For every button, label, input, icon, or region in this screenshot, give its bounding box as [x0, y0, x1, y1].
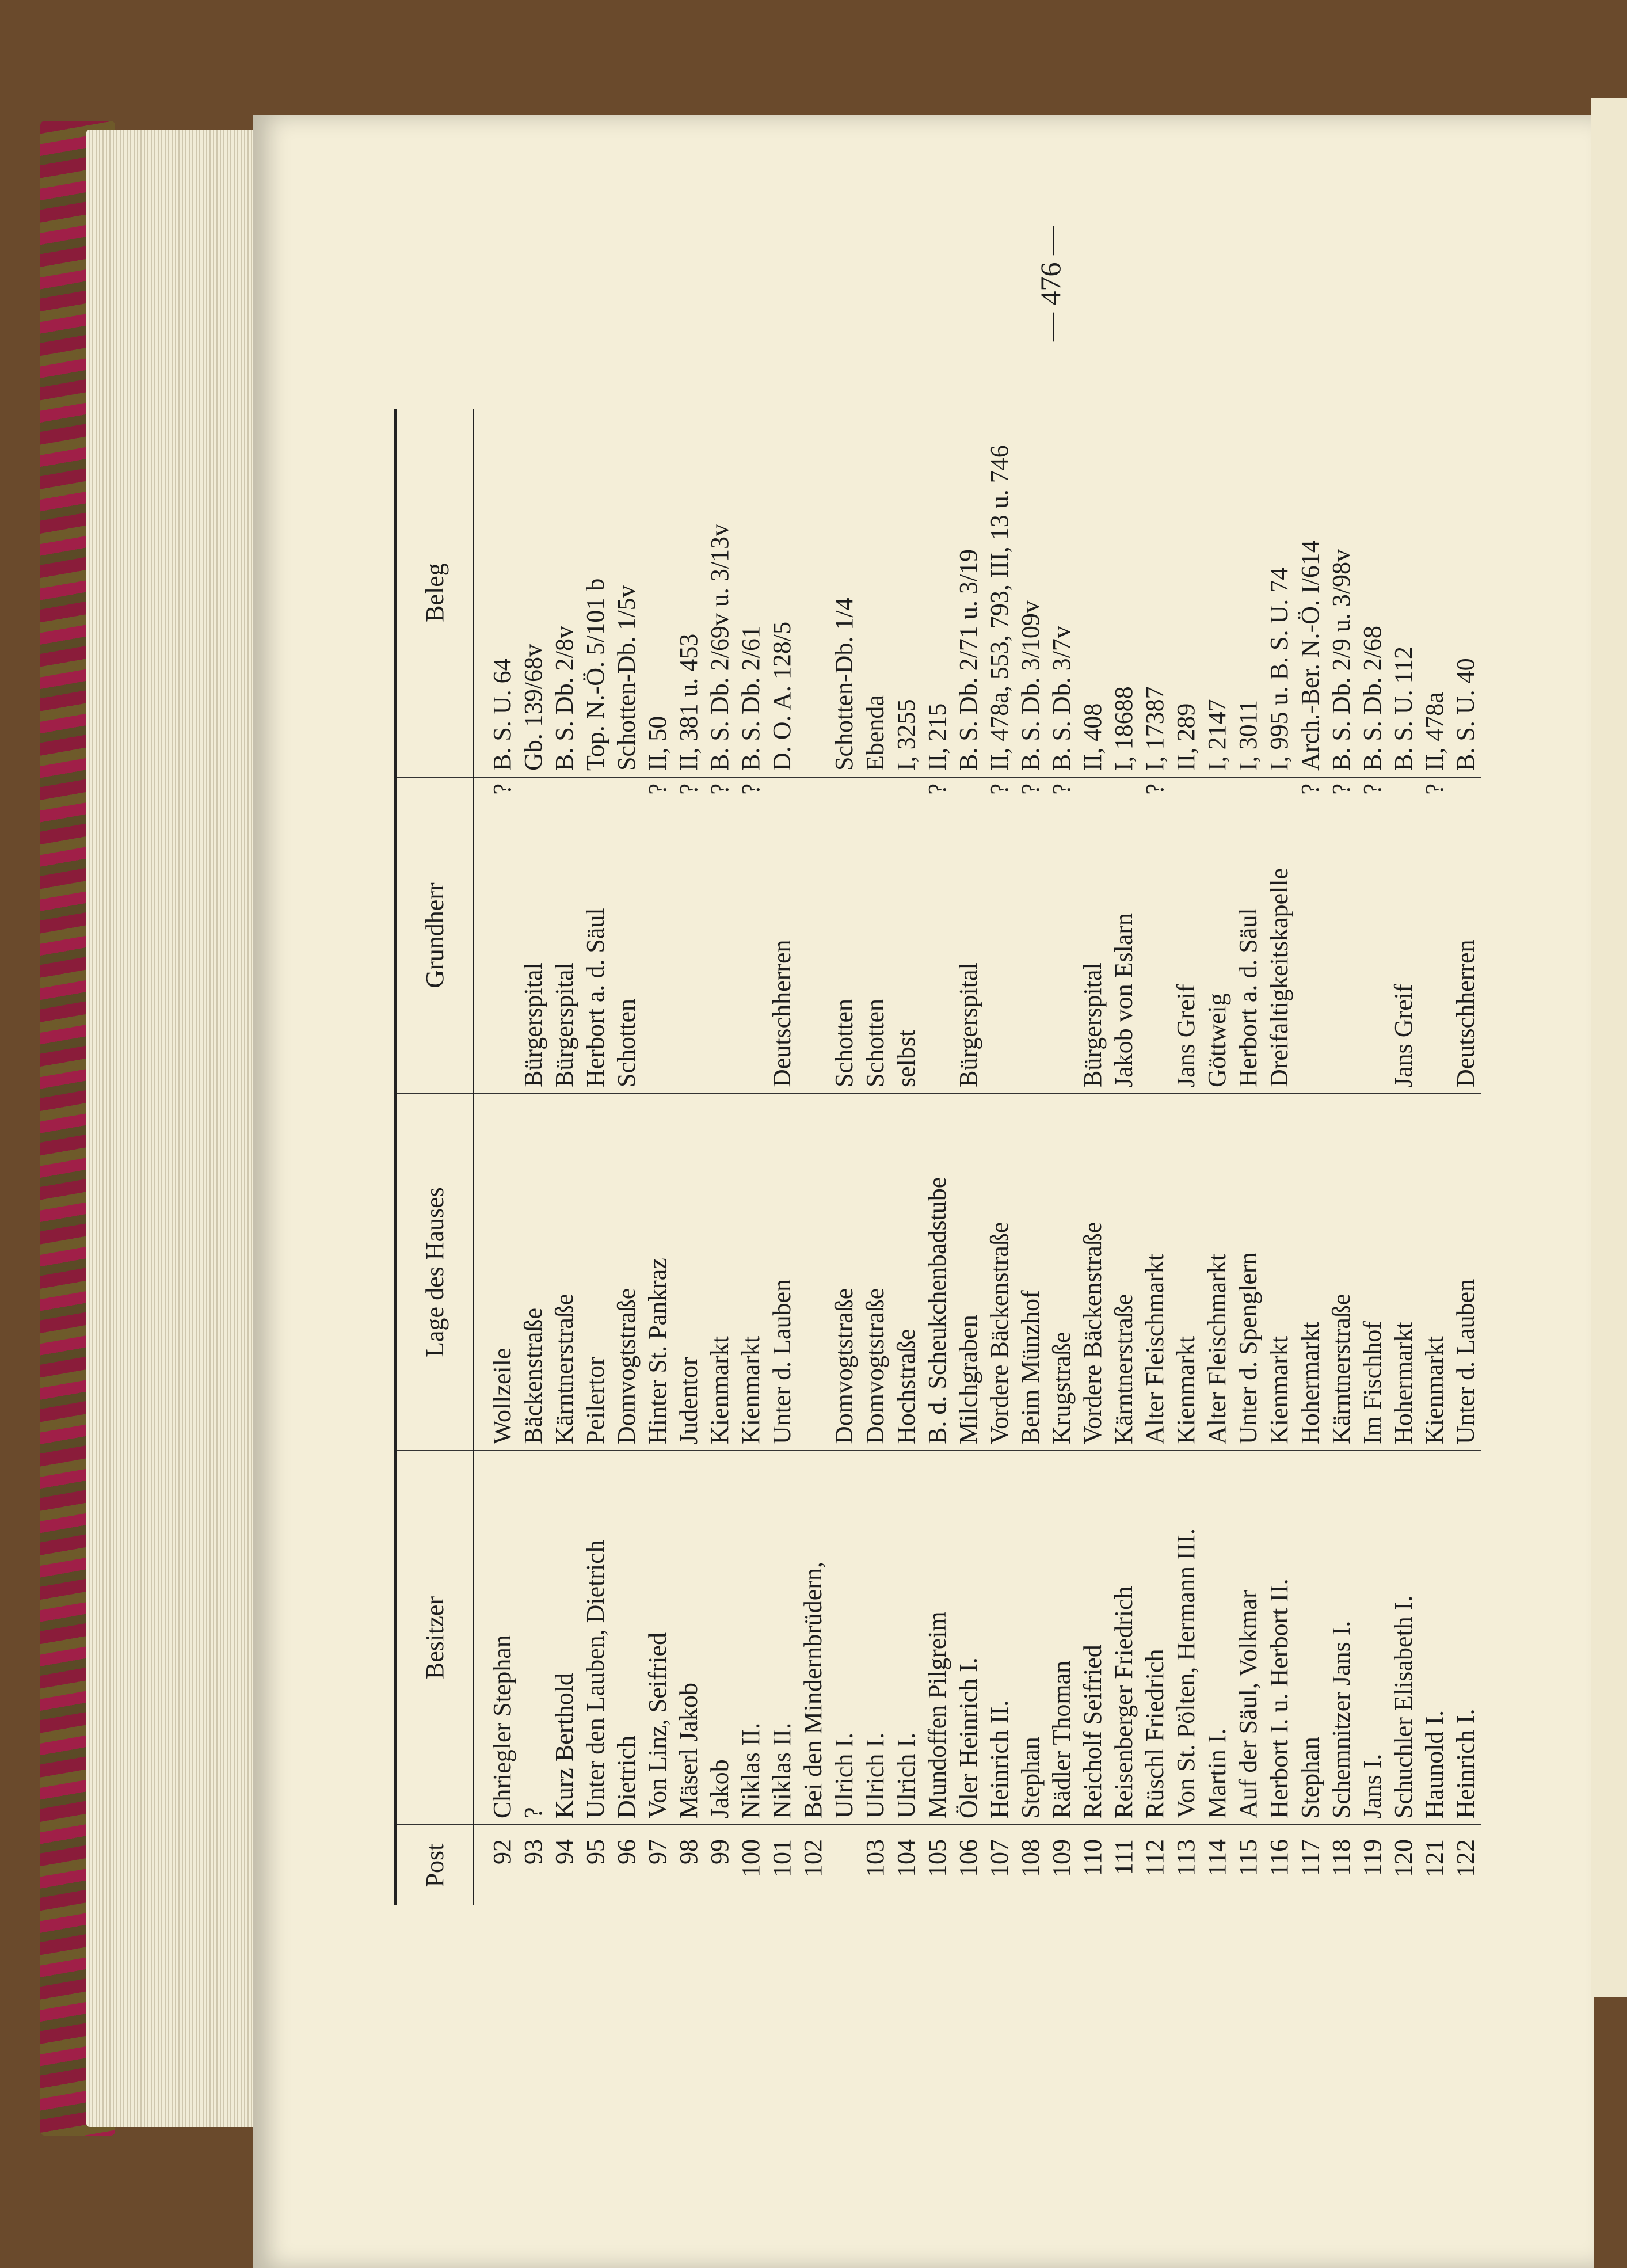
grundherr-cell	[1419, 777, 1450, 1094]
lage-cell: Kienmarkt	[704, 1094, 736, 1451]
header-grundherr: Grundherr	[395, 777, 474, 1094]
grundherr-text: Bürgerspital	[550, 962, 578, 1087]
post-cell: 97	[643, 1839, 672, 1864]
table-row	[704, 409, 736, 1905]
grundherr-cell	[1450, 777, 1481, 1094]
besitzer-cell: Niklas II.	[736, 1451, 767, 1825]
table-row	[1450, 409, 1481, 1905]
rotated-table-wrapper	[394, 409, 1480, 1905]
post-cell	[829, 1825, 860, 1905]
table-row	[611, 409, 642, 1905]
page-stack-edges	[86, 130, 265, 2127]
table-row	[642, 409, 673, 1905]
post-cell: 119	[1358, 1839, 1386, 1877]
post-cell: 121	[1420, 1839, 1449, 1877]
besitzer-cell: Ulrich I.	[860, 1451, 891, 1825]
lage-cell: Kienmarkt	[1419, 1094, 1450, 1451]
besitzer-cell: Mundoffen Pilgreim	[922, 1451, 953, 1825]
table-row	[673, 409, 704, 1905]
grundherr-cell	[860, 777, 891, 1094]
table-row	[1077, 409, 1108, 1905]
post-cell: 117	[1296, 1839, 1324, 1877]
lage-cell: Krugstraße	[1046, 1094, 1077, 1451]
post-cell: 105	[923, 1839, 951, 1877]
table-body	[474, 409, 1482, 1905]
unknown-mark: ?	[643, 783, 672, 795]
table-row	[1046, 409, 1077, 1905]
post-cell: 116	[1265, 1839, 1293, 1877]
grundherr-cell	[1295, 777, 1326, 1094]
lage-cell: Unter d. Lauben	[1450, 1094, 1481, 1451]
beleg-cell: B. S. U. 112	[1388, 409, 1419, 777]
unknown-mark: ?	[985, 783, 1013, 795]
grundherr-text: Jakob von Eslarn	[1110, 912, 1138, 1087]
unknown-mark: ?	[1327, 783, 1355, 795]
lage-cell: Vordere Bäckenstraße	[1077, 1094, 1108, 1451]
lage-cell: Alter Fleischmarkt	[1202, 1094, 1233, 1451]
table-row	[1419, 409, 1450, 1905]
beleg-cell	[798, 409, 829, 777]
grundherr-cell	[829, 777, 860, 1094]
grundherr-cell	[1140, 777, 1171, 1094]
beleg-cell: II, 381 u. 453	[673, 409, 704, 777]
table-row	[736, 409, 767, 1905]
beleg-cell: II, 289	[1171, 409, 1202, 777]
table-row	[1015, 409, 1046, 1905]
besitzer-cell: Haunold I.	[1419, 1451, 1450, 1825]
table-row	[1202, 409, 1233, 1905]
grundherr-cell	[1046, 777, 1077, 1094]
besitzer-cell: Reicholf Seifried	[1077, 1451, 1108, 1825]
table-row	[891, 409, 922, 1905]
grundherr-cell	[1015, 777, 1046, 1094]
besitzer-cell: Ulrich I.	[891, 1451, 922, 1825]
ownership-table	[394, 409, 1481, 1905]
grundherr-text: Bürgerspital	[954, 962, 982, 1087]
lage-cell: Vordere Bäckenstraße	[984, 1094, 1015, 1451]
grundherr-cell	[767, 777, 798, 1094]
unknown-mark: ?	[1296, 783, 1324, 795]
besitzer-cell: Herbort I. u. Herbort II.	[1264, 1451, 1295, 1825]
lage-cell: Bäckenstraße	[518, 1094, 549, 1451]
post-cell: 118	[1327, 1839, 1355, 1877]
unknown-mark: ?	[1141, 783, 1169, 795]
table-row	[1108, 409, 1140, 1905]
beleg-cell: B. S. Db. 2/9 u. 3/98v	[1326, 409, 1357, 777]
besitzer-cell: Stephan	[1015, 1451, 1046, 1825]
lage-cell: Kärntnerstraße	[1326, 1094, 1357, 1451]
besitzer-cell: Martin I.	[1202, 1451, 1233, 1825]
post-cell: 93	[519, 1839, 547, 1864]
beleg-cell: B. S. Db. 2/8v	[549, 409, 580, 777]
post-cell: 92	[488, 1839, 516, 1864]
grundherr-cell	[611, 777, 642, 1094]
besitzer-cell: Rüschl Friedrich	[1140, 1451, 1171, 1825]
beleg-cell: I, 995 u. B. S. U. 74	[1264, 409, 1295, 777]
grundherr-cell	[1202, 777, 1233, 1094]
beleg-cell: B. S. Db. 2/71 u. 3/19	[953, 409, 984, 777]
lage-cell: Domvogtstraße	[611, 1094, 642, 1451]
grundherr-cell	[1171, 777, 1202, 1094]
table-row	[984, 409, 1015, 1905]
besitzer-cell: Bei den Mindernbrüdern,	[798, 1451, 829, 1825]
post-cell: 107	[985, 1839, 1013, 1877]
grundherr-text: Herbort a. d. Säul	[1234, 908, 1262, 1087]
beleg-cell: B. S. Db. 2/61	[736, 409, 767, 777]
grundherr-text: Deutschherren	[768, 939, 796, 1087]
unknown-mark: ?	[737, 783, 765, 795]
lage-cell	[798, 1094, 829, 1451]
next-page-edge	[1591, 98, 1627, 1997]
unknown-mark: ?	[1047, 783, 1076, 795]
besitzer-cell: Heinrich I.	[1450, 1451, 1481, 1825]
lage-cell: Kärntnerstraße	[1108, 1094, 1140, 1451]
beleg-cell: Arch.-Ber. N.-Ö. I/614	[1295, 409, 1326, 777]
grundherr-cell	[580, 777, 611, 1094]
post-cell: 108	[1016, 1839, 1045, 1877]
post-cell: 112	[1141, 1839, 1169, 1877]
beleg-cell: I, 2147	[1202, 409, 1233, 777]
besitzer-cell: Stephan	[1295, 1451, 1326, 1825]
grundherr-cell	[474, 777, 519, 1094]
grundherr-text: Jans Greif	[1172, 984, 1200, 1087]
post-cell: 109	[1047, 1839, 1076, 1877]
grundherr-cell	[922, 777, 953, 1094]
beleg-cell: B. S. Db. 2/68	[1357, 409, 1388, 777]
beleg-cell: Schotten-Db. 1/5v	[611, 409, 642, 777]
lage-cell: Kienmarkt	[736, 1094, 767, 1451]
besitzer-cell: Niklas II.	[767, 1451, 798, 1825]
post-cell: 102	[799, 1839, 827, 1877]
lage-cell: Unter d. Lauben	[767, 1094, 798, 1451]
lage-cell: Peilertor	[580, 1094, 611, 1451]
header-besitzer: Besitzer	[395, 1451, 474, 1825]
lage-cell: Judentor	[673, 1094, 704, 1451]
post-cell: 120	[1389, 1839, 1418, 1877]
lage-cell: Hohermarkt	[1295, 1094, 1326, 1451]
grundherr-cell	[642, 777, 673, 1094]
lage-cell: Hochstraße	[891, 1094, 922, 1451]
post-cell: 100	[737, 1839, 765, 1877]
lage-cell: Domvogtstraße	[860, 1094, 891, 1451]
beleg-cell: I, 3255	[891, 409, 922, 777]
besitzer-cell: ?	[518, 1451, 549, 1825]
unknown-mark: ?	[488, 783, 516, 795]
post-cell: 94	[550, 1839, 578, 1864]
besitzer-cell: Von St. Pölten, Hermann III.	[1171, 1451, 1202, 1825]
grundherr-cell	[891, 777, 922, 1094]
beleg-cell: II, 478a, 553, 793, III, 13 u. 746	[984, 409, 1015, 777]
unknown-mark: ?	[923, 783, 951, 795]
table-row	[1140, 409, 1171, 1905]
lage-cell: Kienmarkt	[1171, 1094, 1202, 1451]
lage-cell: Kienmarkt	[1264, 1094, 1295, 1451]
lage-cell: Milchgraben	[953, 1094, 984, 1451]
grundherr-cell	[953, 777, 984, 1094]
beleg-cell: I, 18688	[1108, 409, 1140, 777]
grundherr-text: Deutschherren	[1451, 939, 1480, 1087]
grundherr-text: Bürgerspital	[519, 962, 547, 1087]
besitzer-cell: Mäserl Jakob	[673, 1451, 704, 1825]
grundherr-text: selbst	[892, 1029, 920, 1087]
besitzer-cell: Chriegler Stephan	[474, 1451, 519, 1825]
besitzer-cell: Unter den Lauben, Dietrich	[580, 1451, 611, 1825]
beleg-cell: I, 3011	[1233, 409, 1264, 777]
table-row	[549, 409, 580, 1905]
beleg-cell: B. S. U. 40	[1450, 409, 1481, 777]
post-cell: 115	[1234, 1839, 1262, 1877]
table-row	[1233, 409, 1264, 1905]
lage-cell: B. d. Scheukchenbadstube	[922, 1094, 953, 1451]
grundherr-cell	[984, 777, 1015, 1094]
beleg-cell: D. O. A. 128/5	[767, 409, 798, 777]
besitzer-cell: Reisenberger Friedrich	[1108, 1451, 1140, 1825]
table-row	[1295, 409, 1326, 1905]
table-row	[860, 409, 891, 1905]
besitzer-cell: Kurz Berthold	[549, 1451, 580, 1825]
grundherr-cell	[549, 777, 580, 1094]
beleg-cell: II, 50	[642, 409, 673, 777]
grundherr-text: Schotten	[612, 999, 641, 1087]
lage-cell: Wollzeile	[474, 1094, 519, 1451]
grundherr-text: Göttweig	[1203, 993, 1231, 1087]
beleg-cell: I, 17387	[1140, 409, 1171, 777]
post-cell: 113	[1172, 1839, 1200, 1877]
unknown-mark: ?	[1358, 783, 1386, 795]
lage-cell: Beim Münzhof	[1015, 1094, 1046, 1451]
lage-cell: Hinter St. Pankraz	[642, 1094, 673, 1451]
lage-cell: Unter d. Spenglern	[1233, 1094, 1264, 1451]
table-row	[1357, 409, 1388, 1905]
post-cell: 96	[612, 1839, 641, 1864]
post-cell: 103	[861, 1839, 889, 1877]
table-row	[1264, 409, 1295, 1905]
post-cell: 99	[706, 1839, 734, 1864]
grundherr-text: Bürgerspital	[1079, 962, 1107, 1087]
grundherr-cell	[798, 777, 829, 1094]
besitzer-cell: Von Linz, Seifried	[642, 1451, 673, 1825]
unknown-mark: ?	[706, 783, 734, 795]
lage-cell: Kärntnerstraße	[549, 1094, 580, 1451]
header-lage: Lage des Hauses	[395, 1094, 474, 1451]
grundherr-cell	[1326, 777, 1357, 1094]
besitzer-cell: Schemnitzer Jans I.	[1326, 1451, 1357, 1825]
besitzer-cell: Auf der Säul, Volkmar	[1233, 1451, 1264, 1825]
post-cell: 98	[675, 1839, 703, 1864]
grundherr-cell	[518, 777, 549, 1094]
unknown-mark: ?	[1016, 783, 1045, 795]
besitzer-cell: Öler Heinrich I.	[953, 1451, 984, 1825]
table-row	[953, 409, 984, 1905]
grundherr-cell	[736, 777, 767, 1094]
besitzer-cell: Dietrich	[611, 1451, 642, 1825]
post-cell: 95	[581, 1839, 609, 1864]
table-row	[474, 409, 519, 1905]
lage-cell: Hohermarkt	[1388, 1094, 1419, 1451]
grundherr-text: Schotten	[830, 999, 858, 1087]
grundherr-cell	[1108, 777, 1140, 1094]
page-number: — 476 —	[1034, 226, 1066, 341]
besitzer-cell: Heinrich II.	[984, 1451, 1015, 1825]
header-beleg: Beleg	[395, 409, 474, 777]
beleg-cell: II, 478a	[1419, 409, 1450, 777]
post-cell: 101	[768, 1839, 796, 1877]
beleg-cell: B. S. Db. 3/7v	[1046, 409, 1077, 777]
beleg-cell: Ebenda	[860, 409, 891, 777]
table-row	[1388, 409, 1419, 1905]
beleg-cell: B. S. U. 64	[474, 409, 519, 777]
besitzer-cell: Rädler Thoman	[1046, 1451, 1077, 1825]
grundherr-text: Herbort a. d. Säul	[581, 908, 609, 1087]
table-row	[1326, 409, 1357, 1905]
table-row	[798, 409, 829, 1905]
unknown-mark: ?	[1420, 783, 1449, 795]
post-cell: 104	[892, 1839, 920, 1877]
besitzer-cell: Schuchler Elisabeth I.	[1388, 1451, 1419, 1825]
post-cell: 114	[1203, 1839, 1231, 1877]
beleg-cell: II, 215	[922, 409, 953, 777]
lage-cell: Domvogtstraße	[829, 1094, 860, 1451]
grundherr-cell	[1388, 777, 1419, 1094]
beleg-cell: B. S. Db. 3/109v	[1015, 409, 1046, 777]
grundherr-cell	[673, 777, 704, 1094]
table-row	[1171, 409, 1202, 1905]
beleg-cell: II, 408	[1077, 409, 1108, 777]
table-row	[580, 409, 611, 1905]
header-post: Post	[395, 1825, 474, 1905]
lage-cell: Alter Fleischmarkt	[1140, 1094, 1171, 1451]
grundherr-text: Jans Greif	[1389, 984, 1418, 1087]
grundherr-text: Schotten	[861, 999, 889, 1087]
table-row	[767, 409, 798, 1905]
post-cell: 110	[1079, 1839, 1107, 1877]
beleg-cell: B. S. Db. 2/69v u. 3/13v	[704, 409, 736, 777]
besitzer-cell: Jakob	[704, 1451, 736, 1825]
beleg-cell: Gb. 139/68v	[518, 409, 549, 777]
besitzer-cell: Ulrich I.	[829, 1451, 860, 1825]
unknown-mark: ?	[675, 783, 703, 795]
post-cell: 106	[954, 1839, 982, 1877]
table-row	[518, 409, 549, 1905]
post-cell: 122	[1451, 1839, 1480, 1877]
post-cell: 111	[1110, 1839, 1138, 1875]
table-row	[922, 409, 953, 1905]
lage-cell: Im Fischhof	[1357, 1094, 1388, 1451]
besitzer-cell: Jans I.	[1357, 1451, 1388, 1825]
grundherr-cell	[704, 777, 736, 1094]
grundherr-cell	[1357, 777, 1388, 1094]
grundherr-cell	[1233, 777, 1264, 1094]
beleg-cell: Top. N.-Ö. 5/101 b	[580, 409, 611, 777]
beleg-cell: Schotten-Db. 1/4	[829, 409, 860, 777]
grundherr-text: Dreifaltigkeitskapelle	[1265, 867, 1293, 1087]
grundherr-cell	[1077, 777, 1108, 1094]
table-row	[829, 409, 860, 1905]
table-header	[395, 409, 474, 1905]
grundherr-cell	[1264, 777, 1295, 1094]
